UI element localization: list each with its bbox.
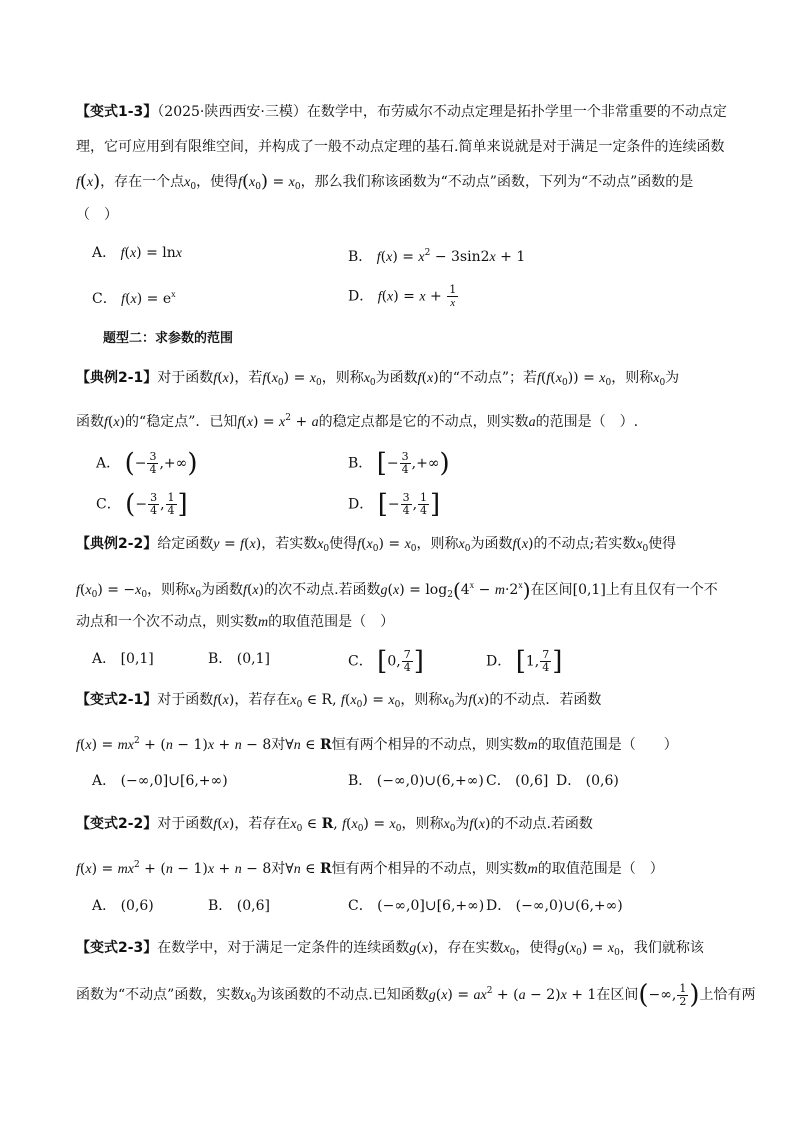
problem-tag: 【变式1-3】 [76, 104, 158, 120]
option-b[interactable]: B． (0,1] [208, 651, 270, 667]
option-d[interactable]: D． (0,6) [556, 773, 619, 789]
problem-v22-line1: 【变式2-2】对于函数f(x)，若存在$x_0$ ∈ R, $f(x_0) = x_0$，则称$x_0$为f(x)的不动点.若函数 [76, 816, 593, 834]
problem-v23-line2: 函数为“不动点”函数，实数$x_0$为该函数的不动点.已知函数$g(x) = ax^2 + (a - 2)x + 1$在区间(−∞, $\frac{1}{2}$ )上恰有两 [76, 980, 756, 1010]
problem-v21-line2: $f(x) = mx^2 + (n - 1)x + n - 8$对∀n ∈ R恒有两个相异的不动点，则实数m的取值范围是（ ） [76, 736, 678, 753]
option-a[interactable]: A． (− $\frac{3}{4}$ ,+∞) [96, 448, 198, 479]
option-a[interactable]: A． [0,1] [92, 651, 154, 667]
option-a[interactable]: A． f(x) = lnx [92, 245, 182, 261]
problem-v21-line1: 【变式2-1】对于函数f(x)，若存在$x_0$ ∈ R, $f(x_0) = x_0$，则称$x_0$为f(x)的不动点．若函数 [76, 692, 602, 710]
problem-v22-line2: $f(x) = mx^2 + (n - 1)x + n - 8$对∀n ∈ R恒有两个相异的不动点，则实数m的取值范围是（ ） [76, 860, 664, 877]
option-d[interactable]: D． f(x) = x + $\frac{1}{x}$ [348, 283, 457, 309]
option-d[interactable]: D． [1, $\frac{7}{4}$ ] [486, 646, 563, 677]
problem-d22-line3: 动点和一个次不动点，则实数m的取值范围是（ ） [76, 614, 395, 630]
option-c[interactable]: C． (− $\frac{3}{4}$ , $\frac{1}{4}$ ] [96, 489, 188, 520]
option-a[interactable]: A． (0,6) [92, 898, 154, 914]
option-d[interactable]: D． (−∞,0)∪(6,+∞) [486, 898, 623, 914]
option-c[interactable]: C． (−∞,0]∪[6,+∞) [348, 898, 485, 914]
option-b[interactable]: B． (−∞,0)∪(6,+∞) [348, 773, 484, 789]
option-c[interactable]: C． [0, $\frac{7}{4}$ ] [348, 646, 424, 677]
problem-v13-line3: f(x)，存在一个点$x_0$，使得$f(x_0) = x_0$，那么我们称该函数为“不动点”函数，下列为“不动点”函数的是 [76, 171, 694, 192]
option-b[interactable]: B． $f(x) = x^2 - 3\sin 2x + 1$ [348, 248, 526, 265]
option-d[interactable]: D． [− $\frac{3}{4}$ , $\frac{1}{4}$ ] [348, 489, 441, 520]
problem-v13-line1: 【变式1-3】（2025·陕西西安·三模）在数学中，布劳威尔不动点定理是拓扑学里一个非常重要的不动点定 [76, 104, 727, 120]
problem-d22-line1: 【典例2-2】给定函数y = f(x)，若实数$x_0$使得$f(x_0) = x_0$，则称$x_0$为函数f(x)的不动点;若实数$x_0$使得 [76, 536, 677, 554]
problem-v13-line2: 理，它可应用到有限维空间，并构成了一般不动点定理的基石.简单来说就是对于满足一定条件的连续函数 [76, 139, 725, 155]
problem-d22-line2: $f(x_0) = -x_0$，则称$x_0$为函数f(x)的次不动点.若函数$g(x) = \log_2(4^x - m\cdot 2^x)$在区间[0,1]上有且仅有一个不 [76, 578, 718, 602]
problem-v13-paren: （ ） [76, 207, 118, 223]
option-a[interactable]: A． (−∞,0]∪[6,+∞) [92, 773, 228, 789]
option-b[interactable]: B． (0,6] [208, 898, 270, 914]
section-heading: 题型二：求参数的范围 [103, 331, 234, 346]
option-b[interactable]: B． [− $\frac{3}{4}$ ,+∞) [348, 448, 450, 479]
problem-v23-line1: 【变式2-3】在数学中，对于满足一定条件的连续函数g(x)，存在实数$x_0$，使得$g(x_0) = x_0$，我们就称该 [76, 940, 704, 958]
option-c[interactable]: C． $f(x) = e^x$ [92, 289, 176, 307]
option-c[interactable]: C． (0,6] [486, 773, 549, 789]
problem-d21-line2: 函数f(x)的“稳定点”．已知$f(x) = x^2 + a$的稳定点都是它的不动点，则实数a的范围是（ ）. [76, 413, 639, 430]
problem-d21-line1: 【典例2-1】对于函数f(x)，若$f(x_0) = x_0$，则称$x_0$为函数f(x)的“不动点”；若$f(f(x_0)) = x_0$，则称$x_0$为 [76, 370, 680, 388]
